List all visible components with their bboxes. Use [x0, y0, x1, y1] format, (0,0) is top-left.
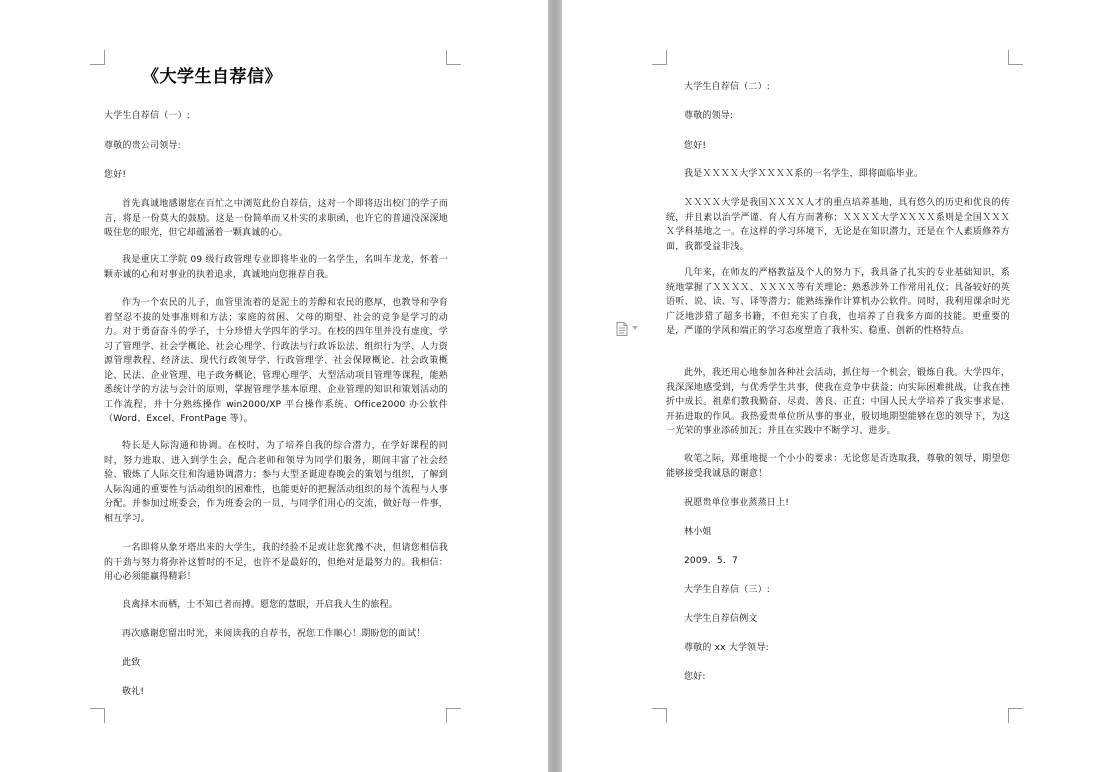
signature-name: 林小姐 [684, 527, 712, 537]
paragraph-intro: 首先真诚地感谢您在百忙之中浏览此份自荐信，这对一个即将迈出校门的学子而言，将是一份莫大的鼓励。这是一份简单而又朴实的求职函，也许它的普通没深深地吸住您的眼光，但它却蕴涵着一颗真诚的心。 [104, 199, 448, 238]
letter-three-hello: 您好: [684, 672, 706, 682]
hello-line: 您好! [684, 141, 707, 151]
paragraph-self-intro: 我是ＸＸＸＸ大学ＸＸＸＸ系的一名学生，即将面临毕业。 [684, 169, 924, 179]
letter-three-subtitle: 大学生自荐信例文 [684, 614, 758, 624]
document-page-2 [562, 0, 1107, 772]
hello-line: 您好! [104, 170, 127, 180]
closing-respect: 此致 [122, 658, 141, 668]
crop-mark-bottom-left [90, 708, 105, 723]
paragraph-study: 作为一个农民的儿子，血管里流着的是泥土的芳醇和农民的憨厚，也教导和孕育着坚忍不拔的处事准则和方法；家庭的贫困、父母的期望、社会的竞争是学习的动力。对于勇奋奋斗的学子，十分珍惜大学四年的学习。在校的四年里并没有虚度，学习了管理学、社会学概论、社会心理学、行政法与行政诉讼法、组织行为学、人力资源管理教程、经济法、现代行政领导学、行政管理学、社会保障概论、社会政策概论、民法、企业管理、电子政务概论、管理心理学、大型活动项目管理等课程，能熟悉统计学的方法与会计的原则，掌握管理学基本原理、企业管理的知识和策划活动的工作流程，并十分熟练操作 win2000/XP 平台操作系统、Office2000 办公软件（Word、Excel、FrontPage 等）。 [104, 298, 448, 424]
crop-mark-top-left [652, 50, 667, 65]
crop-mark-bottom-left [652, 708, 667, 723]
chevron-down-icon[interactable] [632, 326, 638, 330]
paragraph-thanks: 再次感谢您留出时光，来阅读我的自荐书，祝您工作顺心！期盼您的面试！ [122, 629, 426, 639]
document-icon[interactable] [616, 322, 628, 336]
paragraph-request: 收笔之际，郑重地提一个小小的要求：无论您是否选取我，尊敬的领导，期望您能够接受我诚恳的谢意！ [666, 454, 1010, 479]
paragraph-strengths: 特长是人际沟通和协调。在校时，为了培养自我的综合潜力，在学好课程的同时，努力进取、进入到学生会，配合老师和领导为同学们服务，期间丰富了社会经验、锻炼了人际交往和沟通协调潜力；参与大型圣诞迎春晚会的策划与组织，了解到人际沟通的重要性与活动组织的困难性，也能更好的把握活动组织的每个流程与人事分配。并参加过班委会，作为班委会的一员，与同学们用心的交流，做好每一件事，相互学习。 [104, 441, 448, 524]
crop-mark-top-right [446, 50, 461, 65]
salutation: 尊敬的贵公司领导: [104, 141, 181, 151]
paragraph-commitment: 一名即将从象牙塔出来的大学生，我的经验不足或让您犹豫不决，但请您相信我的干劲与努力将弥补这暂时的不足，也许不是最好的，但绝对是最努力的。我相信：用心必须能赢得精彩！ [104, 543, 448, 582]
paragraph-university: ＸＸＸＸ大学是我国ＸＸＸＸ人才的重点培养基地，具有悠久的历史和优良的传统，并且素以治学严谨、育人有方而著称；ＸＸＸＸ大学ＸＸＸＸ系则是全国ＸＸＸＸ学科基地之一。在这样的学习环境下，无论是在知识潜力，还是在个人素质修养方面，我都受益非浅。 [666, 198, 1010, 252]
paragraph-self-intro: 我是重庆工学院 09 级行政管理专业即将毕业的一名学生，名叫车龙龙，怀着一颗赤诚的心和对事业的执着追求，真诚地向您推荐自我。 [104, 255, 448, 280]
document-page-1 [0, 0, 548, 772]
paragraph-wish: 良禽择木而栖，士不知已者而搏。愿您的慧眼，开启我人生的旅程。 [122, 600, 399, 610]
paragraph-skills: 几年来，在师友的严格教益及个人的努力下，我具备了扎实的专业基础知识，系统地掌握了ＸＸＸＸ、ＸＸＸＸ等有关理论；熟悉涉外工作常用礼仪；具备较好的英语听、说、读、写、译等潜力；能熟练操作计算机办公软件。同时，我利用课余时光广泛地涉猎了超多书籍，不但充实了自我，也培养了自我多方面的技能。更重要的是，严谨的学风和端正的学习态度塑造了我朴实、稳重、创新的性格特点。 [666, 268, 1010, 336]
crop-mark-top-left [90, 50, 105, 65]
paragraph-activities: 此外，我还用心地参加各种社会活动，抓住每一个机会，锻炼自我。大学四年，我深深地感受到，与优秀学生共事，使我在竞争中获益；向实际困难挑战，让我在挫折中成长。祖辈们教我勤奋、尽责、善良、正直；中国人民大学培养了我实事求是、开拓进取的作风。我热爱贵单位所从事的事业，殷切地期望能够在您的领导下，为这一光荣的事业添砖加瓦；并且在实践中不断学习、进步。 [666, 368, 1010, 436]
signature-date: 2009．5．7 [684, 556, 738, 566]
closing-regards: 敬礼! [122, 687, 145, 697]
document-title: 《大学生自荐信》 [142, 67, 282, 87]
crop-mark-bottom-right [446, 708, 461, 723]
letter-three-salutation: 尊敬的 xx 大学领导: [684, 643, 769, 653]
salutation: 尊敬的领导: [684, 111, 734, 121]
closing-wish: 祝愿贵单位事业蒸蒸日上! [684, 498, 790, 508]
letter-two-heading: 大学生自荐信（二）: [684, 82, 771, 92]
page-gap [548, 0, 562, 772]
crop-mark-top-right [1008, 50, 1023, 65]
crop-mark-bottom-right [1008, 708, 1023, 723]
letter-three-heading: 大学生自荐信（三）: [684, 585, 771, 595]
greeting-heading: 大学生自荐信（一）: [104, 111, 191, 121]
